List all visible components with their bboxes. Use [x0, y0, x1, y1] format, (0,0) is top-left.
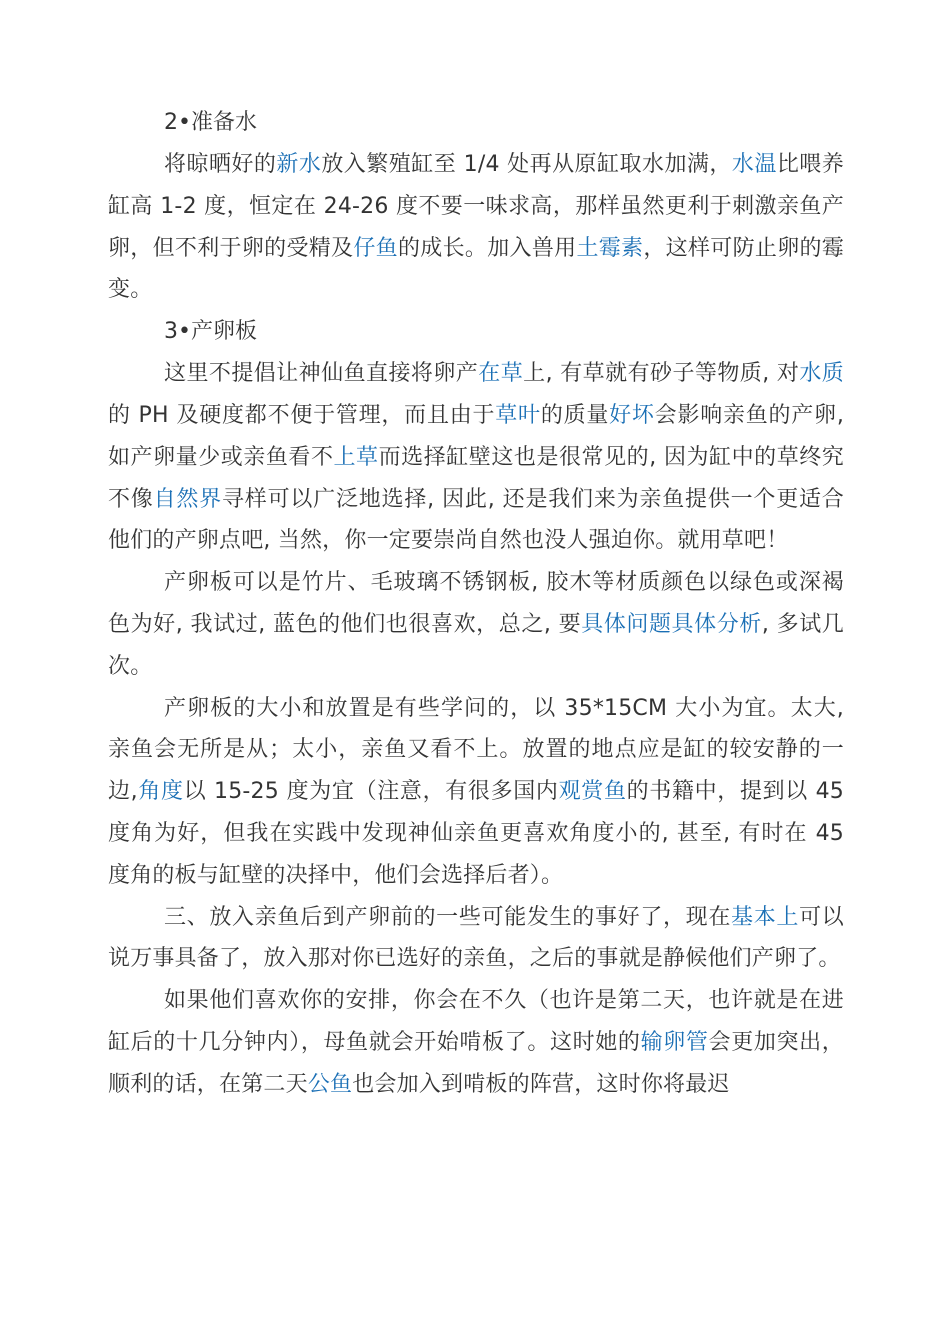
inline-link[interactable]: 好坏	[609, 402, 655, 428]
inline-link[interactable]: 输卵管	[640, 1029, 709, 1055]
text-run: 比喂养缸高 1-2 度，恒定在 24-26 度不要一味求高，那样虽然更利于刺激亲鱼产卵，但不利于卵的受精及	[108, 152, 844, 261]
inline-link[interactable]: 公鱼	[307, 1071, 353, 1097]
inline-link[interactable]: 草叶	[495, 402, 541, 428]
inline-link[interactable]: 新水	[276, 152, 322, 177]
text-run: 也会加入到啃板的阵营，这时你将最迟	[352, 1071, 730, 1097]
text-run: 2•准备水	[164, 110, 257, 135]
text-run: 三、放入亲鱼后到产卵前的一些可能发生的事好了，现在	[164, 904, 732, 930]
text-run: 产卵板的大小和放置是有些学问的，以 35*15CM 大小为宜。太大, 亲鱼会无所是从；太小，亲鱼又看不上。放置的地点应是缸的较安静的一边,	[108, 695, 844, 805]
text-run: 上, 有草就有砂子等物质, 对	[523, 361, 800, 387]
inline-link[interactable]: 水质	[799, 361, 844, 387]
text-run: 可以说万事具备了，放入那对你已选好的亲鱼，之后的事就是静候他们产卵了。	[108, 904, 844, 972]
section-heading	[108, 311, 844, 353]
body-paragraph	[108, 562, 844, 687]
text-run: 而选择缸壁这也是很常见的, 因为缸中的草终究不像	[108, 444, 844, 512]
body-paragraph	[108, 897, 844, 981]
text-run: 放入繁殖缸至 1/4 处再从原缸取水加满，	[321, 152, 732, 177]
inline-link[interactable]: 仔鱼	[353, 235, 398, 261]
text-run: 的质量	[540, 402, 610, 428]
text-run: 如果他们喜欢你的安排，你会在不久（也许是第二天，也许就是在进缸后的十几分钟内），母鱼就会开始啃板了。这时她的	[108, 988, 844, 1055]
text-run: 以 15-25 度为宜（注意，有很多国内	[183, 779, 559, 805]
inline-link[interactable]: 观赏鱼	[558, 779, 627, 805]
inline-link[interactable]: 基本上	[731, 904, 800, 930]
document-page	[108, 102, 844, 1106]
text-run: ，这样可防止卵的霉变。	[108, 235, 844, 303]
text-run: 产卵板可以是竹片、毛玻璃不锈钢板, 胶木等材质颜色以绿色或深褐色为好, 我试过, 蓝色的他们也很喜欢，总之, 要	[108, 570, 844, 637]
inline-link[interactable]: 具体问题具体分析	[581, 611, 762, 637]
text-run: 会更加突出，顺利的话，在第二天	[108, 1029, 844, 1097]
inline-link[interactable]: 在草	[478, 361, 524, 387]
text-run: 的 PH 及硬度都不便于管理，而且由于	[108, 402, 496, 428]
inline-link[interactable]: 土霉素	[576, 235, 644, 261]
inline-link[interactable]: 自然界	[153, 486, 222, 512]
body-paragraph	[108, 353, 844, 562]
inline-link[interactable]: 水温	[731, 152, 777, 177]
inline-link[interactable]: 上草	[333, 444, 379, 470]
text-run: 寻样可以广泛地选择, 因此, 还是我们来为亲鱼提供一个更适合他们的产卵点吧, 当然，你一定要崇尚自然也没人强迫你。就用草吧！	[108, 486, 844, 554]
inline-link[interactable]: 角度	[137, 779, 184, 805]
text-run: 的书籍中，提到以 45 度角为好，但我在实践中发现神仙亲鱼更喜欢角度小的, 甚至, 有时在 45 度角的板与缸壁的决择中，他们会选择后者）。	[108, 779, 844, 888]
text-run: 的成长。加入兽用	[397, 235, 577, 261]
text-run: 3•产卵板	[164, 319, 257, 345]
section-heading	[108, 102, 844, 144]
body-paragraph	[108, 144, 844, 311]
text-run: , 多试几次。	[108, 611, 844, 679]
text-run: 将晾晒好的	[164, 152, 277, 177]
body-paragraph	[108, 688, 844, 897]
body-paragraph	[108, 980, 844, 1105]
text-run: 这里不提倡让神仙鱼直接将卵产	[164, 361, 479, 387]
text-run: 会影响亲鱼的产卵, 如产卵量少或亲鱼看不	[108, 402, 845, 470]
